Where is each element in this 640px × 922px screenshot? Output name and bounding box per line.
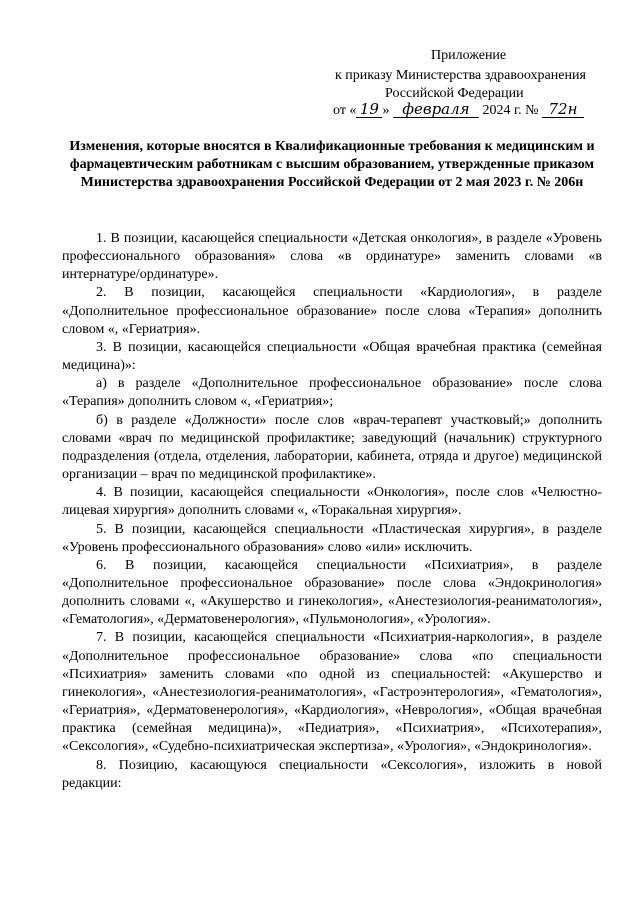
document-title: Изменения, которые вносятся в Квалификационные требования к медицинским и фармацевтическим работникам с высшим образованием, утвержденные приказом Министерства здравоохранения Российской Федерации от 2 мая 2023 г. № 206н [69, 139, 595, 190]
paragraph: а) в разделе «Дополнительное профессиональное образование» после слова «Терапия» дополнить словом «, «Гериатрия»; [62, 376, 602, 410]
order-date-line [333, 102, 584, 119]
document-body [62, 230, 602, 793]
date-year: 2024 г. № [482, 103, 539, 118]
paragraph: 8. Позицию, касающуюся специальности «Сексология», изложить в новой редакции: [62, 757, 602, 791]
paragraph: 6. В позиции, касающейся специальности «Психиатрия», в разделе «Дополнительное профессиональное образование» после слова «Эндокринология» дополнить словами «, «Акушерство и гинекология», «Анестезиология-реаниматология», «Гематология», «Дерматовенерология», «Пульмонология», «Урология». [62, 557, 602, 628]
order-reference: к приказу Министерства здравоохранения [335, 68, 586, 83]
paragraph: 4. В позиции, касающейся специальности «Онкология», после слов «Челюстно-лицевая хирургия» дополнить словами «, «Торакальная хирургия». [62, 485, 602, 519]
paragraph: 1. В позиции, касающейся специальности «Детская онкология», в разделе «Уровень профессионального образования» слова «в ординатуре» заменить словами «в интернатуре/ординатуре». [62, 231, 602, 283]
date-day: 19 [356, 102, 382, 118]
date-month: февраля [393, 102, 479, 118]
appendix-label: Приложение [431, 48, 507, 63]
date-quote: » [382, 103, 390, 118]
paragraph: 7. В позиции, касающейся специальности «Психиатрия-наркология», в разделе «Дополнительное профессиональное образование» слова «по специальности «Психиатрия» заменить словами «по одной из специальностей: «Акушерство и гинекология», «Анестезиология-реаниматология», «Гастроэнтерология», «Гематология», «Гериатрия», «Дерматовенерология», «Кардиология», «Неврология», «Общая врачебная практика (семейная медицина)», «Педиатрия», «Психиатрия», «Психотерапия», «Сексология», «Судебно-психиатрическая экспертиза», «Урология», «Эндокринология». [62, 630, 602, 755]
order-number: 72н [542, 102, 584, 118]
paragraph: 3. В позиции, касающейся специальности «Общая врачебная практика (семейная медицина)»: [62, 339, 602, 374]
paragraph: 5. В позиции, касающейся специальности «Пластическая хирургия», в разделе «Уровень профессионального образования» слово «или» исключить. [62, 521, 602, 555]
paragraph: б) в разделе «Должности» после слов «врач-терапевт участковый;» дополнить словами «врач по медицинской профилактике; заведующий (начальник) структурного подразделения (отдела, отделения, лаборатории, кабинета, отряда и другое) медицинской организации – врач по медицинской профилактике». [62, 412, 602, 483]
paragraph: 2. В позиции, касающейся специальности «Кардиология», в разделе «Дополнительное профессиональное образование» после слова «Терапия» дополнить словом «, «Гериатрия». [62, 285, 602, 337]
date-prefix: от « [333, 103, 357, 118]
country-name: Российской Федерации [385, 86, 524, 101]
